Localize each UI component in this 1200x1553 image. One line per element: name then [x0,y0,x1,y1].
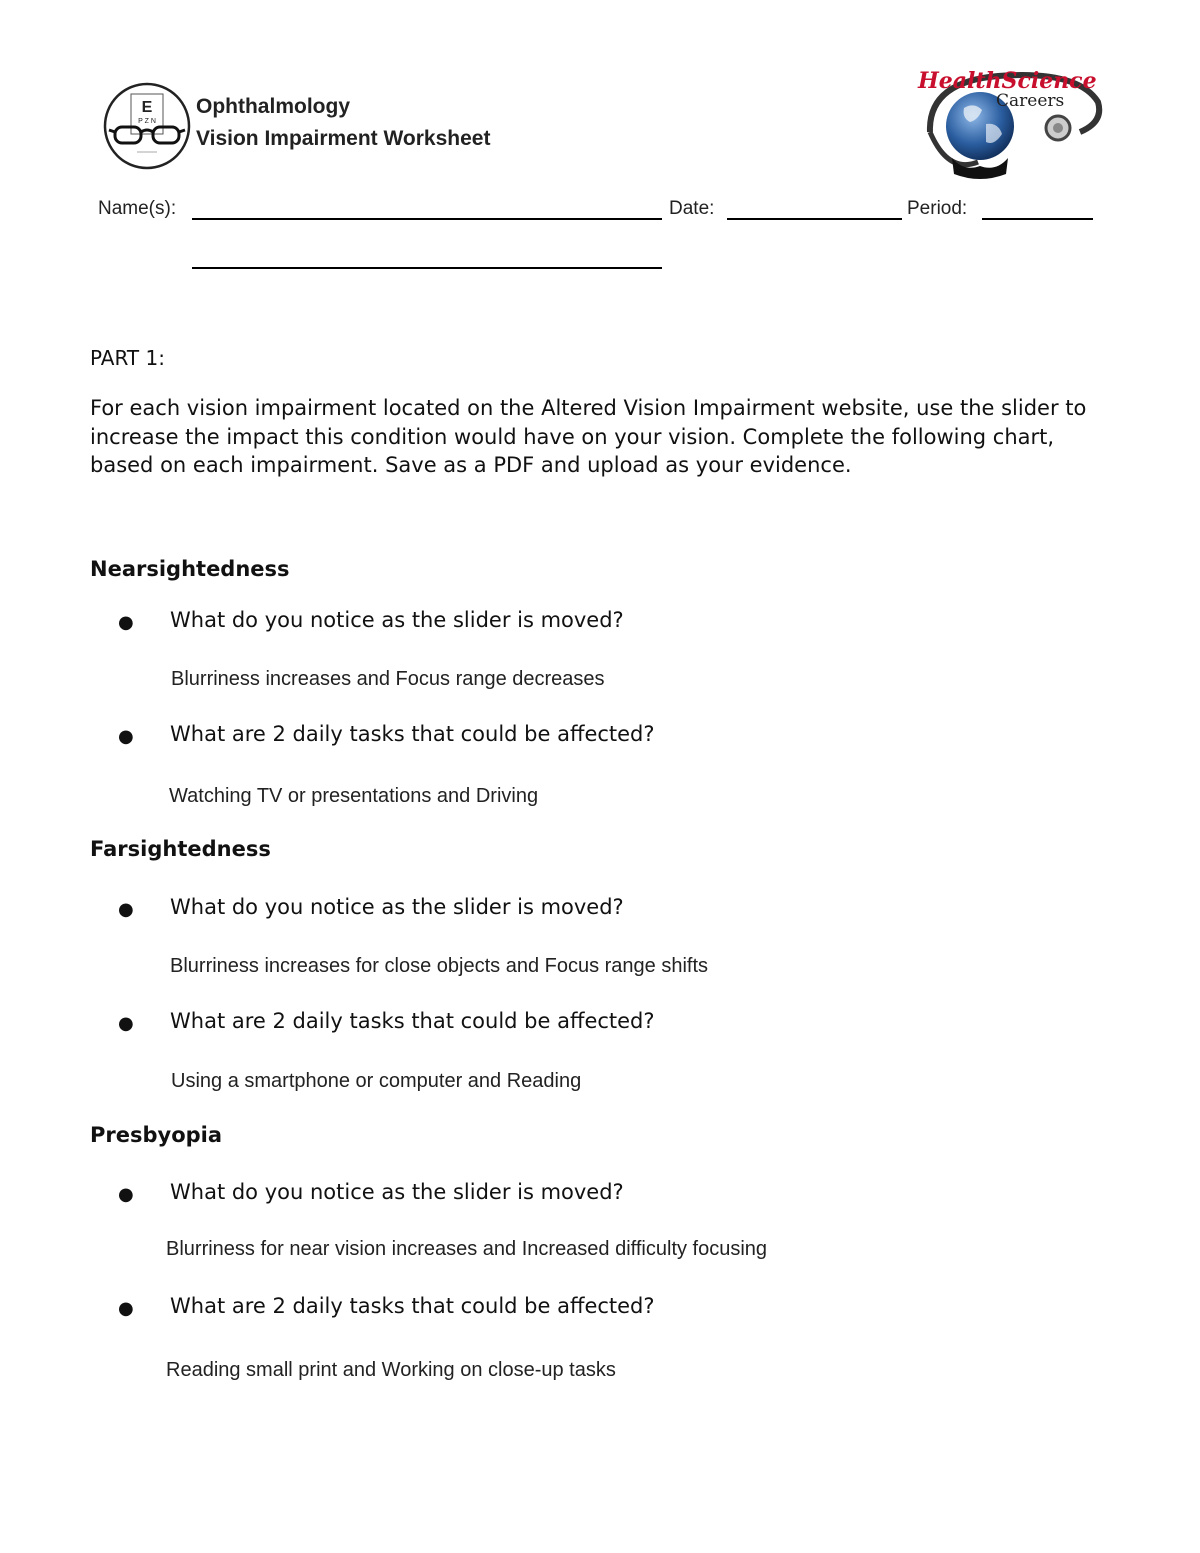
bullet-icon: ● [118,1013,134,1034]
answer-daily-tasks: Using a smartphone or computer and Reading [171,1070,582,1092]
question-slider: What do you notice as the slider is moved? [170,895,624,919]
name-label: Name(s): [98,198,177,219]
name-field-second-line[interactable] [192,267,662,269]
header-title-line2: Vision Impairment Worksheet [196,127,491,150]
bullet-icon: ● [118,612,134,633]
period-field[interactable] [982,218,1093,220]
answer-daily-tasks: Reading small print and Working on close-up tasks [166,1359,616,1381]
header-title-line1: Ophthalmology [196,95,350,118]
bullet-icon: ● [118,726,134,747]
bullet-icon: ● [118,1298,134,1319]
question-daily-tasks: What are 2 daily tasks that could be affected? [170,722,655,746]
question-slider: What do you notice as the slider is moved? [170,608,624,632]
date-label: Date: [669,198,715,219]
logo-text-careers: Careers [996,91,1065,111]
section-title-presbyopia: Presbyopia [90,1123,223,1147]
answer-daily-tasks: Watching TV or presentations and Driving [169,785,539,807]
question-slider: What do you notice as the slider is moved? [170,1180,624,1204]
part-heading: PART 1: [90,346,165,370]
instructions-paragraph: For each vision impairment located on the Altered Vision Impairment website, use the slider to increase the impact this condition would have on your vision. Complete the following chart, based on each impairment. Save as a PDF and upload as your evidence. [90,396,1087,477]
bullet-icon: ● [118,1184,134,1205]
section-title-farsightedness: Farsightedness [90,837,271,861]
chart-letter-row: P Z N [138,118,156,125]
answer-slider: Blurriness increases for close objects and Focus range shifts [170,955,709,977]
period-label: Period: [907,198,968,219]
question-daily-tasks: What are 2 daily tasks that could be affected? [170,1294,655,1318]
chart-letter-e: E [141,99,153,116]
bullet-icon: ● [118,899,134,920]
answer-slider: Blurriness for near vision increases and Increased difficulty focusing [166,1238,768,1260]
answer-slider: Blurriness increases and Focus range decreases [171,668,605,690]
section-title-nearsightedness: Nearsightedness [90,557,290,581]
logo-text-health-science: HealthScience [918,68,1097,94]
health-science-careers-logo [908,62,1104,184]
name-field[interactable] [192,218,662,220]
eye-chart-glasses-icon [103,82,191,170]
question-daily-tasks: What are 2 daily tasks that could be affected? [170,1009,655,1033]
date-field[interactable] [727,218,902,220]
